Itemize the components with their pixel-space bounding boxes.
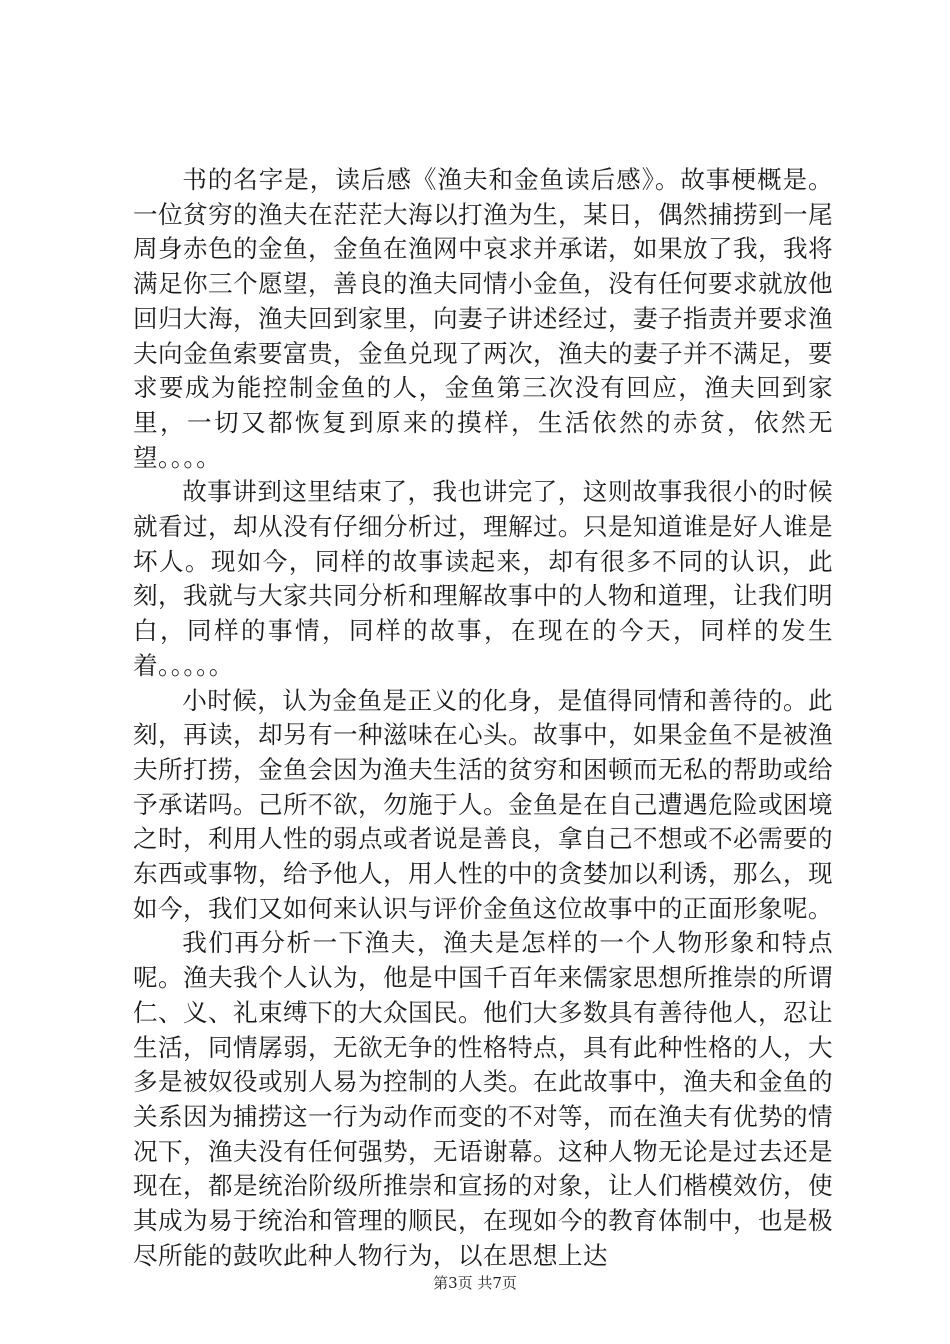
paragraph-3: 小时候，认为金鱼是正义的化身，是值得同情和善待的。此刻，再读，却另有一种滋味在心头。故事中，如果金鱼不是被渔夫所打捞，金鱼会因为渔夫生活的贫穷和困顿而无私的帮助或给予承诺吗。己所不欲，勿施于人。金鱼是在自己遭遇危险或困境之时，利用人性的弱点或者说是善良，拿自己不想或不必需要的东西或事物，给予他人，用人性的中的贪婪加以利诱，那么，现如今，我们又如何来认识与评价金鱼这位故事中的正面形象呢。 (133, 685, 833, 923)
paragraph-1: 书的名字是，读后感《渔夫和金鱼读后感》。故事梗概是。一位贫穷的渔夫在茫茫大海以打渔为生，某日，偶然捕捞到一尾周身赤色的金鱼，金鱼在渔网中哀求并承诺，如果放了我，我将满足你三个愿望，善良的渔夫同情小金鱼，没有任何要求就放他回归大海，渔夫回到家里，向妻子讲述经过，妻子指责并要求渔夫向金鱼索要富贵，金鱼兑现了两次，渔夫的妻子并不满足，要求要成为能控制金鱼的人，金鱼第三次没有回应，渔夫回到家里，一切又都恢复到原来的摸样，生活依然的赤贫，依然无望。。。。 (133, 165, 833, 472)
paragraph-2: 故事讲到这里结束了，我也讲完了，这则故事我很小的时候就看过，却从没有仔细分析过，理解过。只是知道谁是好人谁是坏人。现如今，同样的故事读起来，却有很多不同的认识，此刻，我就与大家共同分析和理解故事中的人物和道理，让我们明白，同样的事情，同样的故事，在现在的今天，同样的发生着。。。。。 (133, 477, 833, 680)
page-number-footer: 第3页 共7页 (433, 1274, 517, 1292)
document-body (133, 163, 833, 1274)
paragraph-4: 我们再分析一下渔夫，渔夫是怎样的一个人物形象和特点呢。渔夫我个人认为，他是中国千百年来儒家思想所推崇的所谓仁、义、礼束缚下的大众国民。他们大多数具有善待他人，忍让生活，同情孱弱，无欲无争的性格特点，具有此种性格的人，大多是被奴役或别人易为控制的人类。在此故事中，渔夫和金鱼的关系因为捕捞这一行为动作而变的不对等，而在渔夫有优势的情况下，渔夫没有任何强势，无语谢幕。这种人物无论是过去还是现在，都是统治阶级所推崇和宣扬的对象，让人们楷模效仿，使其成为易于统治和管理的顺民，在现如今的教育体制中，也是极尽所能的鼓吹此种人物行为，以在思想上达 (133, 928, 833, 1270)
